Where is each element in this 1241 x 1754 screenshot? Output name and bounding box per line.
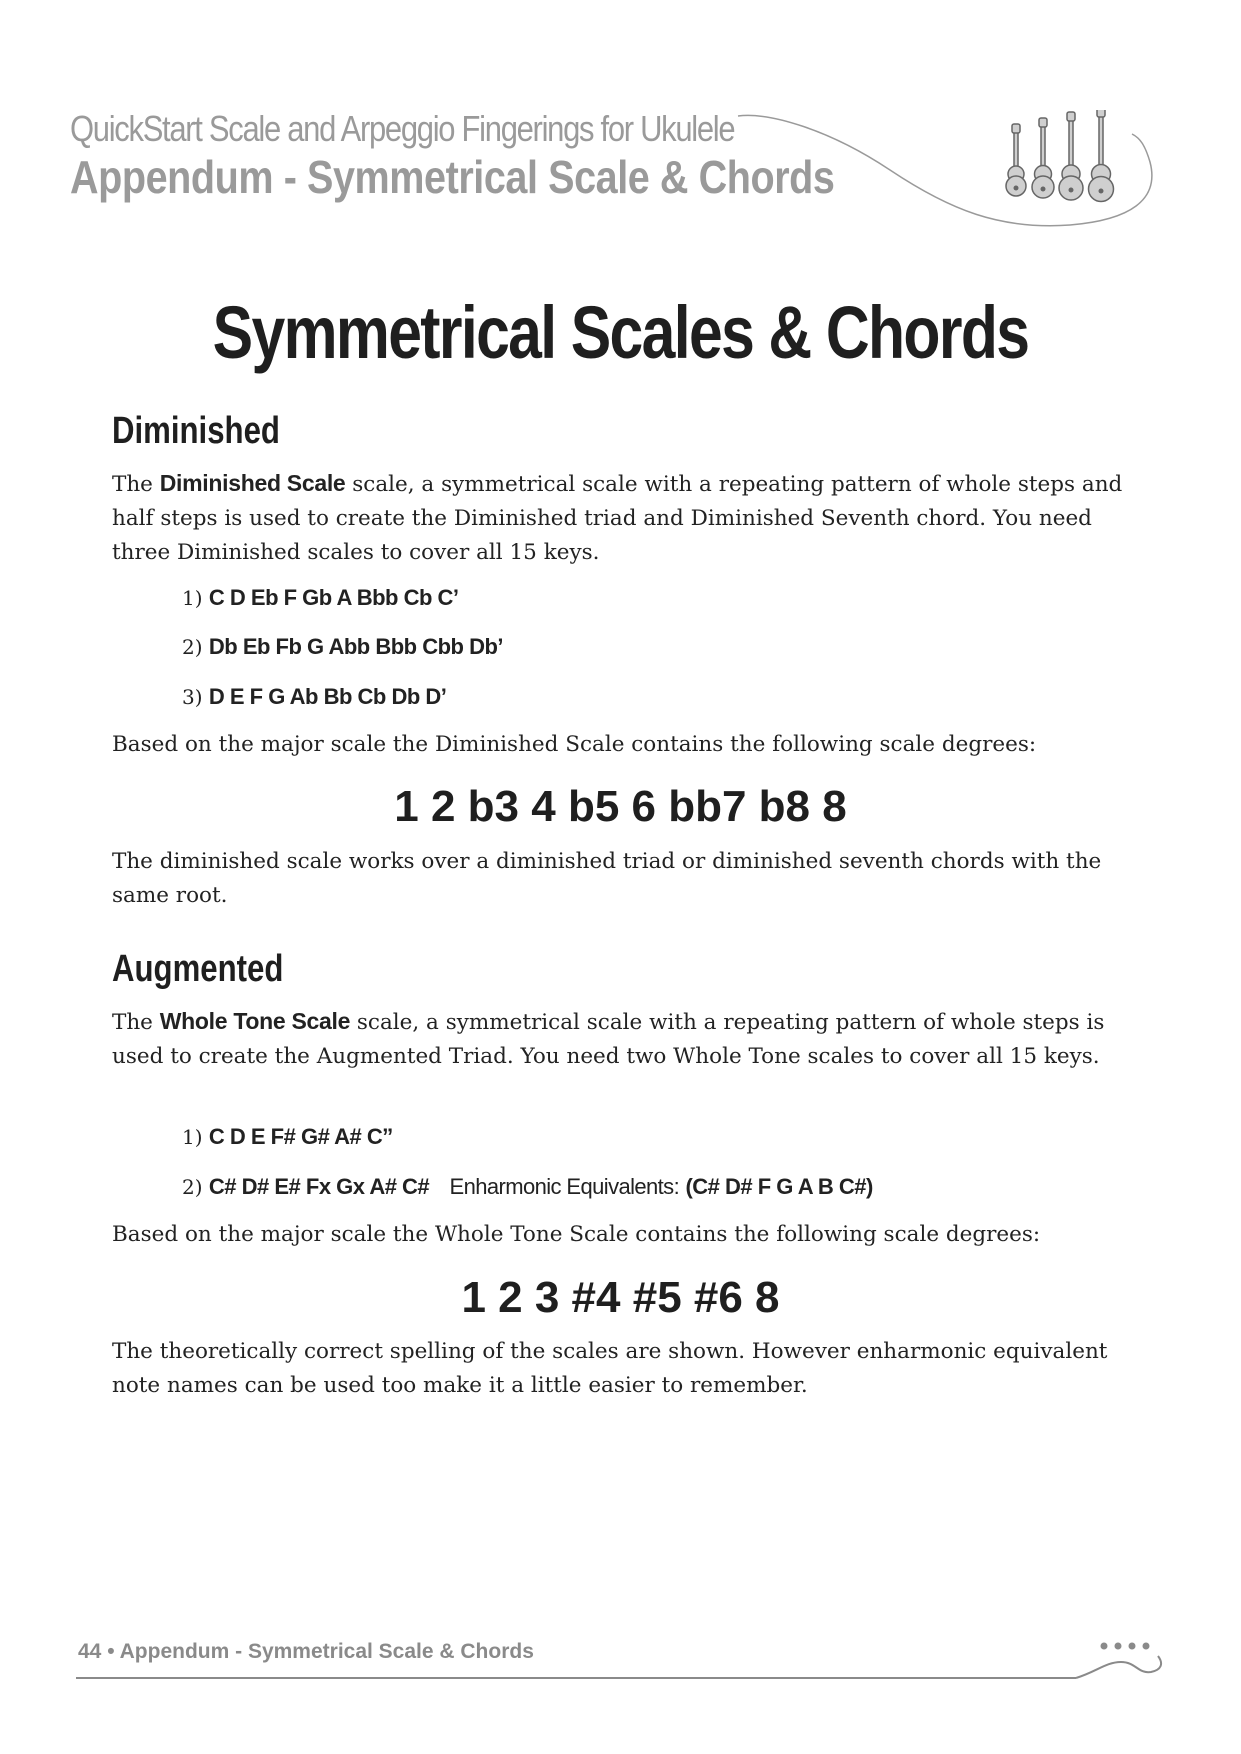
page-header	[70, 100, 1170, 240]
chapter-title: Appendum - Symmetrical Scale & Chords	[70, 151, 835, 203]
footer-chapter: Appendum - Symmetrical Scale & Chords	[119, 1640, 534, 1663]
diminished-closing: The diminished scale works over a diminished triad or diminished seventh chords with the same root.	[112, 849, 1102, 908]
scale-notes: D E F G Ab Bb Cb Db D’	[208, 684, 447, 709]
diminished-scale-2	[182, 634, 503, 660]
footer-separator: •	[107, 1640, 115, 1663]
ukuleles-icon	[1005, 110, 1115, 210]
whole-tone-scale-term: Whole Tone Scale	[159, 1008, 351, 1034]
scale-notes: C# D# E# Fx Gx A# C#	[208, 1174, 430, 1199]
augmented-intro-before: The	[112, 1010, 160, 1035]
diminished-intro-after: scale, a symmetrical scale with a repeating pattern of whole steps and half steps is used to create the Diminished triad and Diminished Seventh chord. You need three Diminished scales to cover all 15 keys.	[112, 472, 1123, 565]
page-footer	[76, 1632, 1166, 1692]
page-title: Symmetrical Scales & Chords	[212, 291, 1029, 374]
diminished-scale-degrees: 1 2 b3 4 b5 6 bb7 b8 8	[394, 782, 847, 831]
diminished-heading: Diminished	[112, 410, 280, 452]
list-number: 2)	[182, 635, 203, 659]
augmented-intro	[112, 1004, 1142, 1074]
augmented-scale-degrees: 1 2 3 #4 #5 #6 8	[461, 1273, 780, 1322]
list-number: 2)	[182, 1175, 203, 1199]
augmented-degrees-intro: Based on the major scale the Whole Tone Scale contains the following scale degrees:	[112, 1222, 1041, 1247]
augmented-intro-after: scale, a symmetrical scale with a repeating pattern of whole steps is used to create the Augmented Triad. You need two Whole Tone scales to cover all 15 keys.	[112, 1010, 1105, 1069]
diminished-intro-before: The	[112, 472, 160, 497]
augmented-scale-1	[182, 1124, 393, 1150]
augmented-scale-2	[182, 1174, 873, 1200]
scale-notes: C D E F# G# A# C’’	[208, 1124, 393, 1149]
scale-notes: C D Eb F Gb A Bbb Cb C’	[208, 585, 459, 610]
diminished-scale-3	[182, 684, 446, 710]
augmented-heading: Augmented	[112, 948, 284, 990]
list-number: 1)	[182, 1125, 203, 1149]
augmented-closing: The theoretically correct spelling of the scales are shown. However enharmonic equivalent note names can be used too make it a little easier to remember.	[112, 1339, 1108, 1398]
list-number: 1)	[182, 586, 203, 610]
diminished-intro	[112, 466, 1142, 570]
diminished-scale-term: Diminished Scale	[159, 470, 346, 496]
diminished-scale-1	[182, 585, 459, 611]
diminished-degrees-intro: Based on the major scale the Diminished Scale contains the following scale degrees:	[112, 732, 1037, 757]
enharmonic-equivalents: (C# D# F G A B C#)	[685, 1174, 873, 1199]
scale-notes: Db Eb Fb G Abb Bbb Cbb Db’	[208, 634, 504, 659]
enharmonic-label: Enharmonic Equivalents:	[449, 1174, 680, 1199]
page-number: 44	[78, 1640, 102, 1663]
footer-text	[78, 1640, 534, 1664]
list-number: 3)	[182, 685, 203, 709]
book-title: QuickStart Scale and Arpeggio Fingerings for Ukulele	[70, 108, 735, 149]
